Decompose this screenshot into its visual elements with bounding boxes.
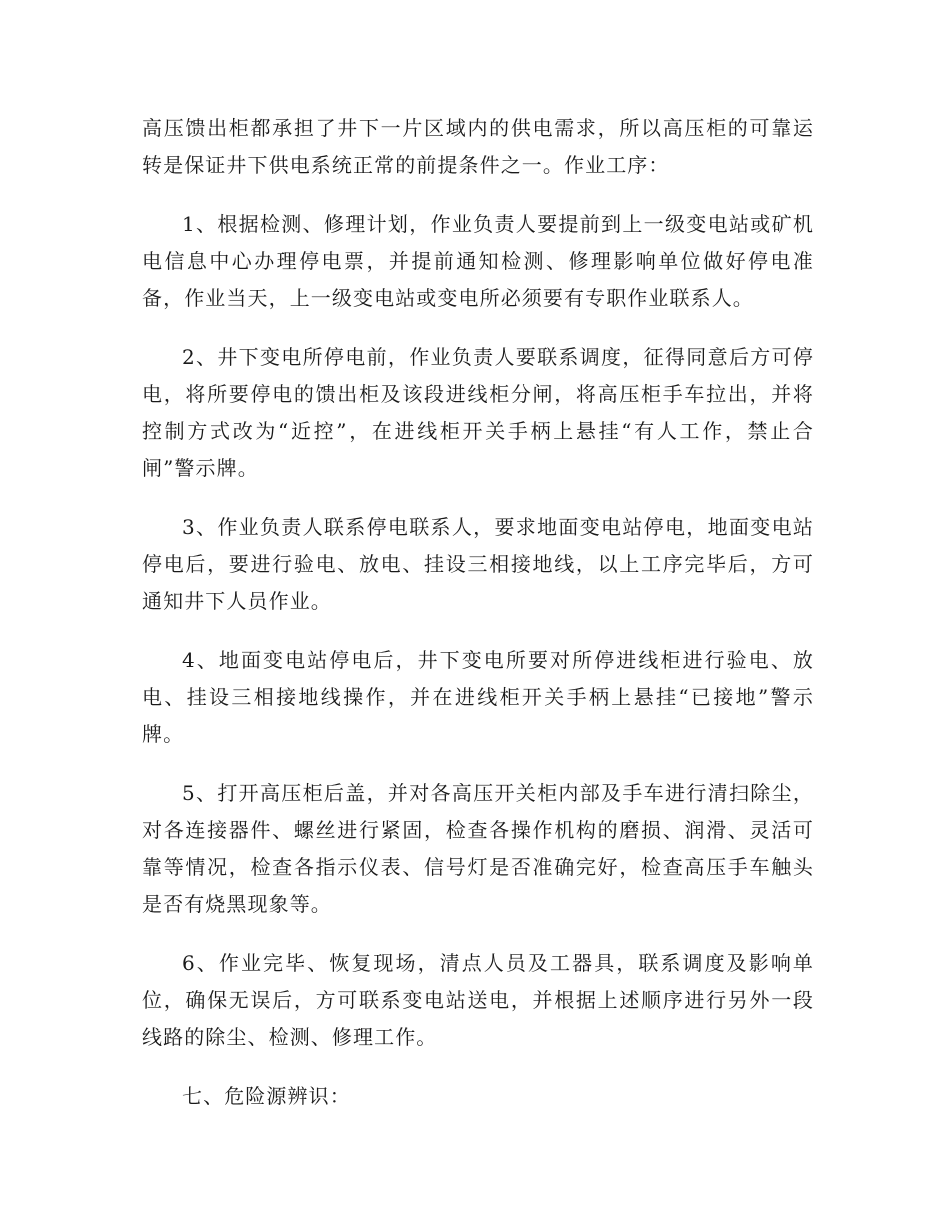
section-heading-hazard-identification: 七、危险源辨识： [182, 1084, 351, 1108]
paragraph-intro: 高压馈出柜都承担了井下一片区域内的供电需求，所以高压柜的可靠运转是保证井下供电系统正常的前提条件之一。作业工序： [142, 116, 814, 177]
paragraph-step-5: 5、打开高压柜后盖，并对各高压开关柜内部及手车进行清扫除尘，对各连接器件、螺丝进行紧固，检查各操作机构的磨损、润滑、灵活可靠等情况，检查各指示仪表、信号灯是否准确完好，检查高压手车触头是否有烧黑现象等。 [142, 781, 814, 916]
paragraph-step-6: 6、作业完毕、恢复现场，清点人员及工器具，联系调度及影响单位，确保无误后，方可联系变电站送电，并根据上述顺序进行另外一段线路的除尘、检测、修理工作。 [142, 951, 814, 1049]
paragraph-step-3: 3、作业负责人联系停电联系人，要求地面变电站停电，地面变电站停电后，要进行验电、放电、挂设三相接地线，以上工序完毕后，方可通知井下人员作业。 [142, 515, 814, 613]
paragraph-step-2: 2、井下变电所停电前，作业负责人要联系调度，征得同意后方可停电，将所要停电的馈出柜及该段进线柜分闸，将高压柜手车拉出，并将控制方式改为“近控”，在进线柜开关手柄上悬挂“有人工作，禁止合闸”警示牌。 [142, 345, 814, 480]
paragraph-step-1: 1、根据检测、修理计划，作业负责人要提前到上一级变电站或矿机电信息中心办理停电票，并提前通知检测、修理影响单位做好停电准备，作业当天，上一级变电站或变电所必须要有专职作业联系人。 [142, 212, 814, 310]
paragraph-step-4: 4、地面变电站停电后，井下变电所要对所停进线柜进行验电、放电、挂设三相接地线操作，并在进线柜开关手柄上悬挂“已接地”警示牌。 [142, 648, 814, 746]
document-body [142, 110, 814, 1137]
